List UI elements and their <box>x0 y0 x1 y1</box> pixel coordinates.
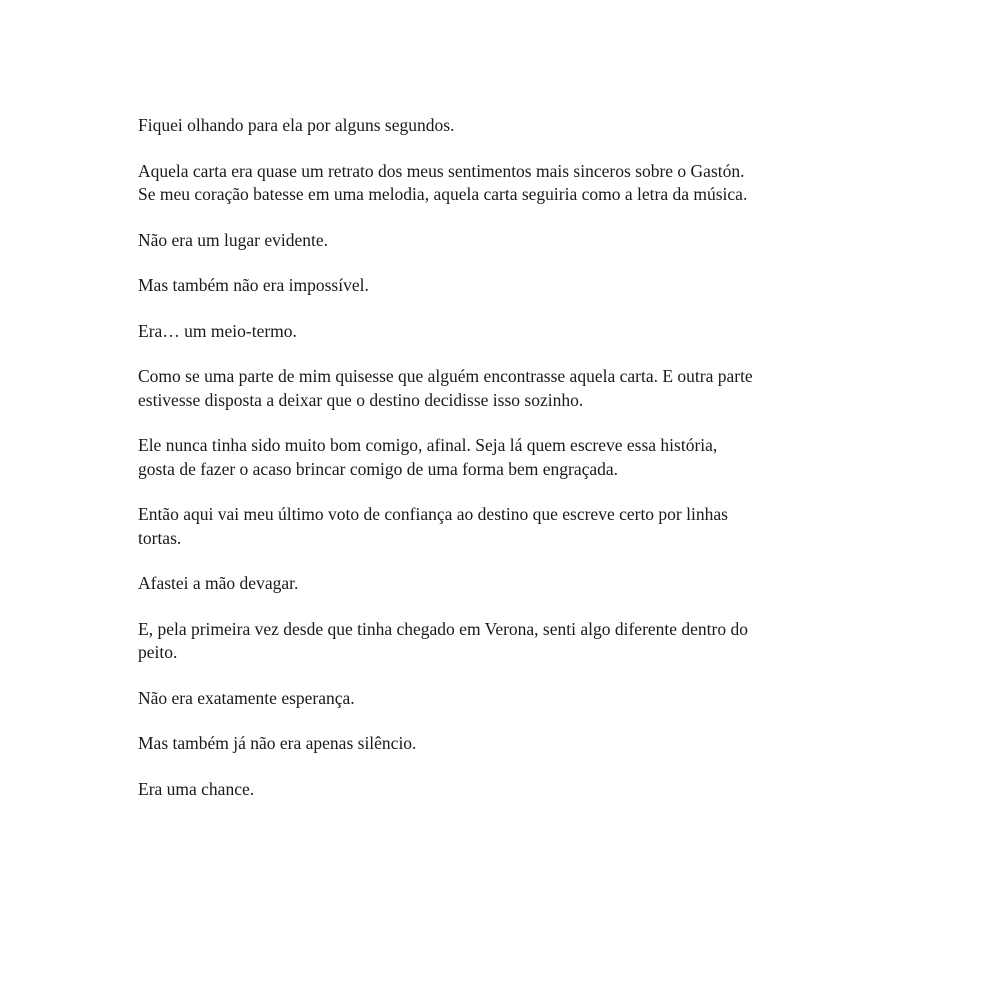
paragraph: Ele nunca tinha sido muito bom comigo, afinal. Seja lá quem escreve essa história, gosta de fazer o acaso brincar comigo de uma forma bem engraçada. <box>138 435 718 479</box>
paragraph: Como se uma parte de mim quisesse que alguém encontrasse aquela carta. E outra parte estivesse disposta a deixar que o destino decidisse isso sozinho. <box>138 366 753 410</box>
document-body <box>138 114 858 823</box>
paragraph: Não era exatamente esperança. <box>138 687 355 708</box>
paragraph: E, pela primeira vez desde que tinha chegado em Verona, senti algo diferente dentro do peito. <box>138 618 748 662</box>
paragraph: Não era um lugar evidente. <box>138 229 328 250</box>
paragraph: Mas também já não era apenas silêncio. <box>138 733 417 753</box>
paragraph: Afastei a mão devagar. <box>138 573 299 593</box>
paragraph: Mas também não era impossível. <box>138 275 369 295</box>
paragraph: Era… um meio-termo. <box>138 320 297 341</box>
paragraph: Fiquei olhando para ela por alguns segundos. <box>138 115 455 135</box>
paragraph: Aquela carta era quase um retrato dos meus sentimentos mais sinceros sobre o Gastón. Se meu coração batesse em uma melodia, aquela carta seguiria como a letra da música. <box>138 160 748 204</box>
paragraph: Então aqui vai meu último voto de confiança ao destino que escreve certo por linhas tortas. <box>138 504 728 548</box>
paragraph: Era uma chance. <box>138 778 255 799</box>
